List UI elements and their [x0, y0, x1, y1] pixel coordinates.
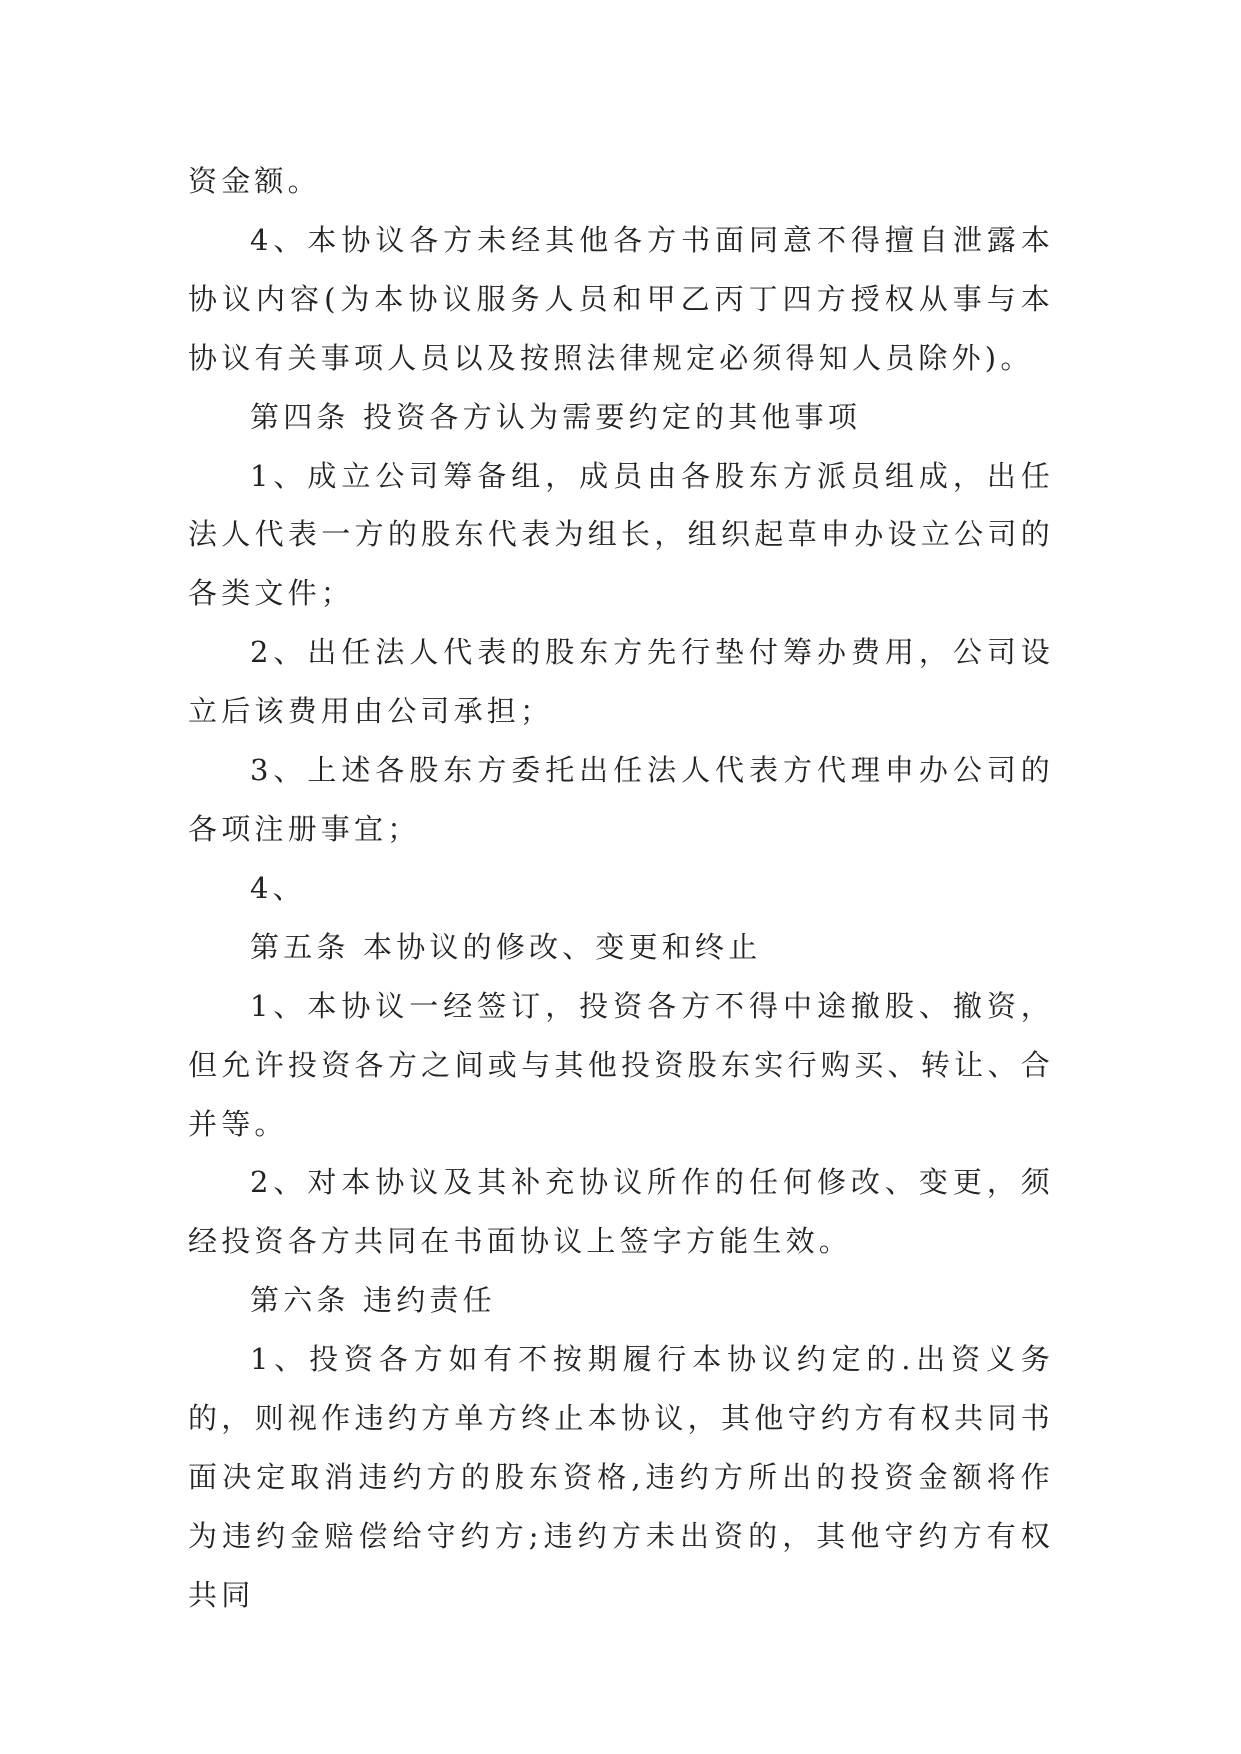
paragraph-5: 2、出任法人代表的股东方先行垫付筹办费用，公司设立后该费用由公司承担； [188, 635, 1054, 729]
paragraph-4: 1、成立公司筹备组，成员由各股东方派员组成，出任法人代表一方的股东代表为组长，组织起草申办设立公司的各类文件； [188, 458, 1054, 611]
document-body [188, 152, 1054, 1625]
paragraph-2: 4、本协议各方未经其他各方书面同意不得擅自泄露本协议内容(为本协议服务人员和甲乙丙丁四方授权从事与本协议有关事项人员以及按照法律规定必须得知人员除外)。 [188, 222, 1054, 375]
paragraph-9: 1、本协议一经签订，投资各方不得中途撤股、撤资，但允许投资各方之间或与其他投资股东实行购买、转让、合并等。 [188, 988, 1054, 1141]
paragraph-12: 1、投资各方如有不按期履行本协议约定的.出资义务的，则视作违约方单方终止本协议，其他守约方有权共同书面决定取消违约方的股东资格,违约方所出的投资金额将作为违约金赔偿给守约方;违约方未出资的，其他守约方有权共同 [188, 1342, 1054, 1612]
article-4-heading: 第四条 投资各方认为需要约定的其他事项 [250, 399, 862, 434]
article-6-heading: 第六条 违约责任 [250, 1283, 496, 1318]
paragraph-6: 3、上述各股东方委托出任法人代表方代理申办公司的各项注册事宜； [188, 753, 1054, 846]
article-5-heading: 第五条 本协议的修改、变更和终止 [250, 929, 762, 964]
paragraph-7: 4、 [250, 870, 306, 905]
paragraph-10: 2、对本协议及其补充协议所作的任何修改、变更，须经投资各方共同在书面协议上签字方能生效。 [188, 1165, 1054, 1259]
paragraph-1: 资金额。 [188, 164, 321, 198]
